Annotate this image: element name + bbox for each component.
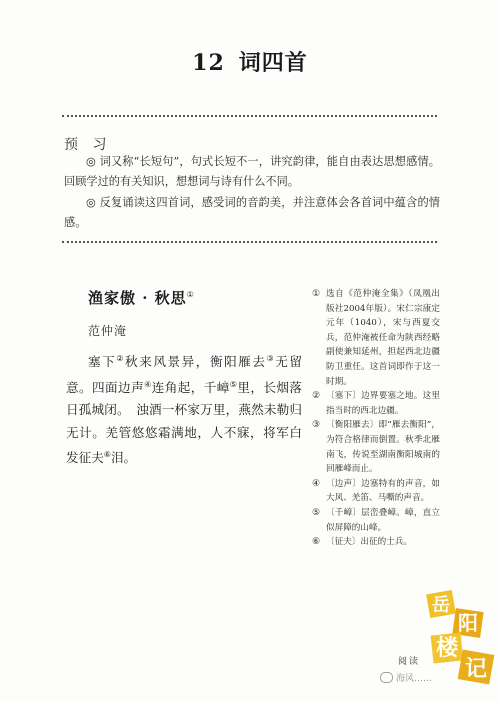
poem-text-segment: 连角起，千嶂	[151, 379, 230, 395]
footnote-marker: ③	[312, 420, 321, 431]
yueyanglou-logo-watermark	[424, 590, 498, 696]
poem-text-segment: 无留意。四面边声	[66, 354, 303, 395]
bottom-dotted-divider	[62, 241, 437, 243]
page-footer-label: 阅读	[398, 657, 421, 667]
footnote-marker: ①	[312, 289, 321, 299]
footnote-marker: ⑤	[312, 507, 321, 518]
footnote-text: 〔征夫〕出征的士兵。	[326, 537, 412, 548]
preview-paragraph-2: ◎ 反复诵读这四首词，感受词的音韵美，并注意体会各首词中蕴含的情感。	[64, 196, 440, 229]
poem-note-marker: ④	[144, 379, 152, 389]
preview-paragraph-1: ◎ 词又称“长短句”，句式长短不一，讲究韵律，能自由表达思想感情。回顾学过的有关知识，想想词与诗有什么不同。	[64, 155, 440, 188]
poem-text-segment: 泪。	[110, 450, 137, 466]
wechat-watermark-text: 海风……	[396, 673, 433, 684]
footnote-item	[312, 389, 440, 418]
svg-text:记: 记	[464, 657, 488, 682]
footnote-item	[312, 287, 440, 389]
poem-text-segment: 秋来风景异，衡阳雁去	[125, 354, 267, 370]
footnote-item	[312, 506, 440, 535]
svg-text:岳: 岳	[432, 595, 450, 616]
footnote-item	[312, 535, 440, 550]
poem-note-marker: ②	[116, 354, 126, 363]
poem-note-marker: ⑥	[103, 450, 111, 460]
poem-note-marker: ③	[266, 354, 276, 363]
lesson-name: 词四首	[238, 50, 308, 76]
poem-note-marker: ⑤	[229, 379, 238, 389]
poem-body	[66, 348, 302, 470]
footnote-text: 选自《范仲淹全集》（凤凰出版社2004年版）。宋仁宗康定元年（1040），宋与西夏交兵，范仲淹被任命为陕西经略副使兼知延州，担起西北边疆防卫重任。这首词即作于这一时期。	[326, 289, 440, 387]
footnote-text: 〔塞下〕边界要塞之地。这里指当时的西北边疆。	[326, 391, 440, 416]
poem-author: 范仲淹	[88, 324, 128, 338]
svg-text:阳: 阳	[458, 611, 478, 635]
svg-text:楼: 楼	[435, 636, 459, 661]
poem-title	[88, 287, 195, 308]
lesson-number: 12	[192, 50, 225, 76]
footnote-marker: ④	[312, 478, 321, 489]
footnote-text: 〔千嶂〕层峦叠嶂。嶂，直立似屏障的山峰。	[326, 507, 440, 533]
footnote-item	[312, 418, 440, 476]
footnotes-list	[312, 287, 440, 550]
poem-title-note-marker: ①	[186, 290, 195, 299]
poem-text-segment: 塞下	[88, 354, 117, 370]
footnote-text: 〔边声〕边塞特有的声音，如大风、羌笛、马嘶的声音。	[326, 478, 440, 504]
wechat-icon	[380, 672, 393, 683]
lesson-title	[0, 46, 500, 77]
poem-title-text: 渔家傲 · 秋思	[88, 289, 187, 307]
footnote-item	[312, 477, 440, 506]
top-dotted-divider	[62, 115, 437, 117]
footnote-marker: ⑥	[312, 537, 321, 548]
preview-heading: 预 习	[64, 137, 112, 153]
footnote-marker: ②	[312, 391, 321, 402]
footnote-text: 〔衡阳雁去〕即“雁去衡阳”，为符合格律而倒置。秋季北雁南飞，传说至湖南衡阳城南的回雁峰而止。	[326, 420, 440, 475]
poem-text-segment: 里，长烟落日孤城闭。 浊酒一杯家万里，燕然未勒归无计。羌管悠悠霜满地，人不寐，将军白发征夫	[66, 379, 303, 466]
